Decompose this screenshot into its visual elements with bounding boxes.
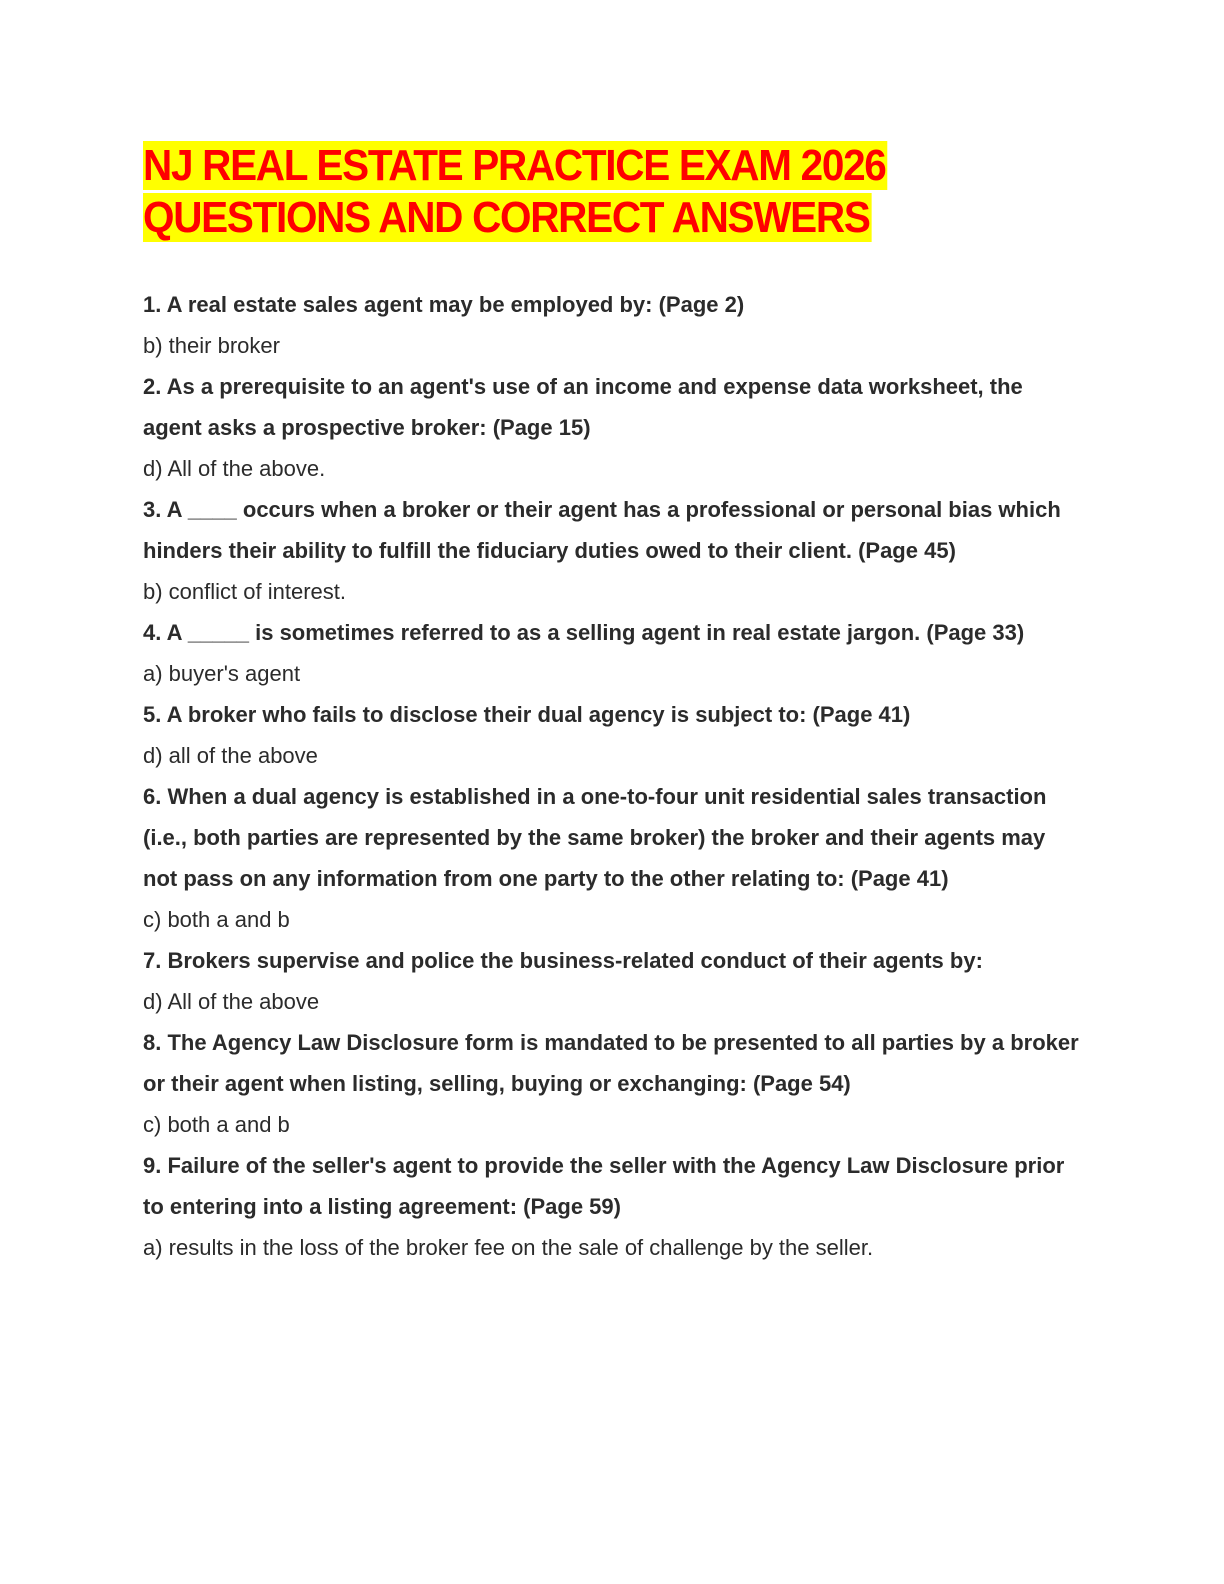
- answer-6: c) both a and b: [143, 907, 290, 932]
- question-4: 4. A _____ is sometimes referred to as a selling agent in real estate jargon. (Page 33): [143, 620, 1025, 645]
- answer-5: d) all of the above: [143, 743, 318, 768]
- question-9: 9. Failure of the seller's agent to provide the seller with the Agency Law Disclosure prior to entering into a listing agreement: (Page 59): [143, 1153, 1065, 1219]
- answer-8: c) both a and b: [143, 1112, 290, 1137]
- title-line-1: NJ REAL ESTATE PRACTICE EXAM 2026: [143, 141, 886, 190]
- answer-7: d) All of the above: [143, 989, 320, 1014]
- question-8: 8. The Agency Law Disclosure form is mandated to be presented to all parties by a broker or their agent when listing, selling, buying or exchanging: (Page 54): [143, 1030, 1079, 1096]
- question-answer-list: [143, 284, 1083, 1268]
- document-title: [143, 140, 1091, 244]
- question-7: 7. Brokers supervise and police the business-related conduct of their agents by:: [143, 948, 983, 973]
- answer-9: a) results in the loss of the broker fee on the sale of challenge by the seller.: [143, 1235, 874, 1260]
- title-line-2: QUESTIONS AND CORRECT ANSWERS: [143, 193, 870, 242]
- answer-4: a) buyer's agent: [143, 661, 301, 686]
- question-5: 5. A broker who fails to disclose their dual agency is subject to: (Page 41): [143, 702, 911, 727]
- question-1: 1. A real estate sales agent may be employed by: (Page 2): [143, 292, 745, 317]
- answer-1: b) their broker: [143, 333, 280, 358]
- answer-3: b) conflict of interest.: [143, 579, 346, 604]
- question-6: 6. When a dual agency is established in a one-to-four unit residential sales transaction (i.e., both parties are represented by the same broker) the broker and their agents may not pass on any information from one party to the other relating to: (Page 41): [143, 784, 1047, 891]
- question-3: 3. A ____ occurs when a broker or their agent has a professional or personal bias which hinders their ability to fulfill the fiduciary duties owed to their client. (Page 45): [143, 497, 1061, 563]
- question-2: 2. As a prerequisite to an agent's use of an income and expense data worksheet, the agent asks a prospective broker: (Page 15): [143, 374, 1023, 440]
- answer-2: d) All of the above.: [143, 456, 326, 481]
- document-page: [143, 140, 1083, 1268]
